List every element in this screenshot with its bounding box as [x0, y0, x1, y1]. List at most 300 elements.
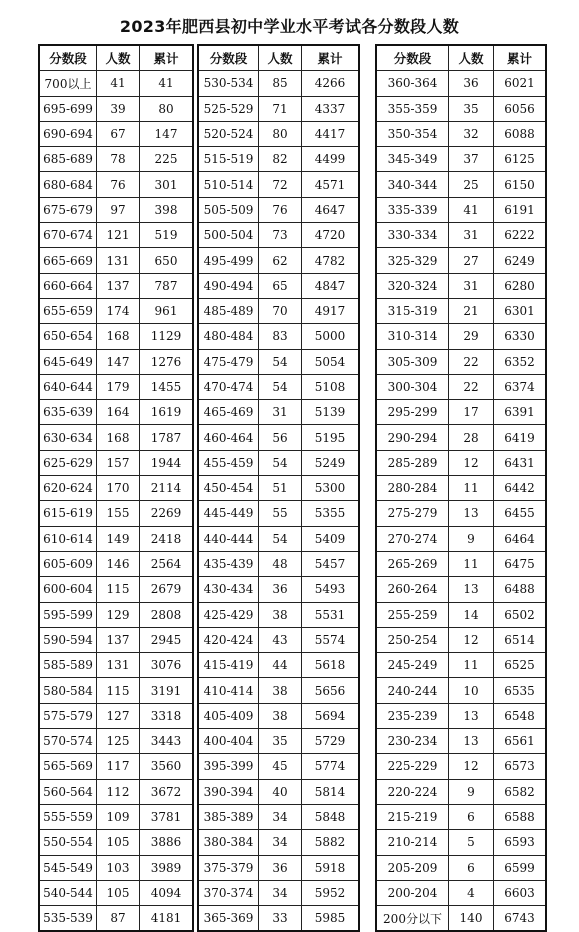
- score-range-cell: 365-369: [198, 906, 259, 932]
- cumulative-cell: 6374: [494, 374, 547, 399]
- cumulative-cell: 6502: [494, 602, 547, 627]
- table-row: [198, 754, 359, 779]
- cumulative-cell: 3443: [140, 729, 194, 754]
- table-row: [39, 678, 193, 703]
- count-cell: 115: [97, 577, 140, 602]
- table-row: [39, 880, 193, 905]
- score-range-cell: 300-304: [376, 374, 449, 399]
- count-cell: 147: [97, 349, 140, 374]
- cumulative-cell: 6599: [494, 855, 547, 880]
- table-row: [376, 197, 546, 222]
- score-range-cell: 205-209: [376, 855, 449, 880]
- column-header: 累计: [494, 45, 547, 71]
- table-row: [39, 551, 193, 576]
- count-cell: 121: [97, 223, 140, 248]
- score-range-cell: 585-589: [39, 653, 97, 678]
- score-range-cell: 275-279: [376, 501, 449, 526]
- table-row: [198, 501, 359, 526]
- count-cell: 4: [449, 880, 494, 905]
- score-range-cell: 490-494: [198, 273, 259, 298]
- cumulative-cell: 6352: [494, 349, 547, 374]
- score-range-cell: 200-204: [376, 880, 449, 905]
- cumulative-cell: 4181: [140, 906, 194, 932]
- cumulative-cell: 650: [140, 248, 194, 273]
- cumulative-cell: 6280: [494, 273, 547, 298]
- count-cell: 39: [97, 96, 140, 121]
- cumulative-cell: 4847: [302, 273, 360, 298]
- count-cell: 27: [449, 248, 494, 273]
- score-range-cell: 675-679: [39, 197, 97, 222]
- score-range-cell: 650-654: [39, 324, 97, 349]
- table-row: [376, 703, 546, 728]
- cumulative-cell: 6535: [494, 678, 547, 703]
- count-cell: 62: [259, 248, 302, 273]
- score-range-cell: 580-584: [39, 678, 97, 703]
- score-range-cell: 415-419: [198, 653, 259, 678]
- cumulative-cell: 6488: [494, 577, 547, 602]
- count-cell: 83: [259, 324, 302, 349]
- table-row: [198, 450, 359, 475]
- table-row: [376, 804, 546, 829]
- table-row: [376, 653, 546, 678]
- cumulative-cell: 41: [140, 71, 194, 96]
- score-range-cell: 590-594: [39, 627, 97, 652]
- table-row: [39, 804, 193, 829]
- count-cell: 76: [259, 197, 302, 222]
- cumulative-cell: 5848: [302, 804, 360, 829]
- score-range-cell: 495-499: [198, 248, 259, 273]
- score-range-cell: 400-404: [198, 729, 259, 754]
- score-range-cell: 435-439: [198, 551, 259, 576]
- table-row: [376, 754, 546, 779]
- score-range-cell: 530-534: [198, 71, 259, 96]
- count-cell: 38: [259, 602, 302, 627]
- count-cell: 72: [259, 172, 302, 197]
- cumulative-cell: 147: [140, 121, 194, 146]
- score-table-block-2: [197, 44, 360, 932]
- count-cell: 13: [449, 501, 494, 526]
- score-range-cell: 535-539: [39, 906, 97, 932]
- count-cell: 87: [97, 906, 140, 932]
- count-cell: 55: [259, 501, 302, 526]
- table-row: [198, 779, 359, 804]
- cumulative-cell: 5574: [302, 627, 360, 652]
- cumulative-cell: 6419: [494, 425, 547, 450]
- count-cell: 34: [259, 880, 302, 905]
- count-cell: 48: [259, 551, 302, 576]
- column-header: 人数: [449, 45, 494, 71]
- header-row: [39, 45, 193, 71]
- table-row: [198, 602, 359, 627]
- score-range-cell: 345-349: [376, 147, 449, 172]
- score-range-cell: 625-629: [39, 450, 97, 475]
- count-cell: 34: [259, 830, 302, 855]
- table-row: [198, 526, 359, 551]
- table-row: [376, 425, 546, 450]
- cumulative-cell: 80: [140, 96, 194, 121]
- count-cell: 85: [259, 71, 302, 96]
- score-range-cell: 355-359: [376, 96, 449, 121]
- count-cell: 9: [449, 526, 494, 551]
- count-cell: 70: [259, 298, 302, 323]
- table-row: [198, 374, 359, 399]
- count-cell: 146: [97, 551, 140, 576]
- score-range-cell: 690-694: [39, 121, 97, 146]
- count-cell: 103: [97, 855, 140, 880]
- table-row: [39, 248, 193, 273]
- cumulative-cell: 5000: [302, 324, 360, 349]
- score-range-cell: 335-339: [376, 197, 449, 222]
- table-row: [198, 703, 359, 728]
- table-row: [198, 121, 359, 146]
- count-cell: 41: [97, 71, 140, 96]
- cumulative-cell: 6743: [494, 906, 547, 932]
- table-row: [39, 602, 193, 627]
- score-range-cell: 325-329: [376, 248, 449, 273]
- table-row: [198, 298, 359, 323]
- table-row: [198, 425, 359, 450]
- score-range-cell: 560-564: [39, 779, 97, 804]
- score-range-cell: 315-319: [376, 298, 449, 323]
- score-range-cell: 240-244: [376, 678, 449, 703]
- score-range-cell: 420-424: [198, 627, 259, 652]
- count-cell: 14: [449, 602, 494, 627]
- score-range-cell: 605-609: [39, 551, 97, 576]
- table-row: [376, 273, 546, 298]
- score-range-cell: 470-474: [198, 374, 259, 399]
- cumulative-cell: 6301: [494, 298, 547, 323]
- count-cell: 10: [449, 678, 494, 703]
- score-range-cell: 200分以下: [376, 906, 449, 932]
- cumulative-cell: 6088: [494, 121, 547, 146]
- table-row: [376, 779, 546, 804]
- count-cell: 137: [97, 627, 140, 652]
- count-cell: 21: [449, 298, 494, 323]
- score-range-cell: 310-314: [376, 324, 449, 349]
- table-row: [39, 324, 193, 349]
- table-row: [198, 855, 359, 880]
- table-row: [376, 172, 546, 197]
- table-row: [376, 298, 546, 323]
- column-header: 累计: [302, 45, 360, 71]
- table-row: [39, 501, 193, 526]
- table-row: [39, 273, 193, 298]
- score-range-cell: 670-674: [39, 223, 97, 248]
- cumulative-cell: 4917: [302, 298, 360, 323]
- cumulative-cell: 5694: [302, 703, 360, 728]
- count-cell: 22: [449, 349, 494, 374]
- score-range-cell: 520-524: [198, 121, 259, 146]
- table-row: [198, 197, 359, 222]
- cumulative-cell: 6391: [494, 400, 547, 425]
- table-row: [198, 71, 359, 96]
- score-range-cell: 225-229: [376, 754, 449, 779]
- cumulative-cell: 4266: [302, 71, 360, 96]
- table-row: [198, 804, 359, 829]
- score-range-cell: 320-324: [376, 273, 449, 298]
- count-cell: 54: [259, 374, 302, 399]
- cumulative-cell: 6455: [494, 501, 547, 526]
- table-row: [376, 476, 546, 501]
- score-range-cell: 230-234: [376, 729, 449, 754]
- table-row: [39, 526, 193, 551]
- cumulative-cell: 5493: [302, 577, 360, 602]
- count-cell: 97: [97, 197, 140, 222]
- table-row: [376, 71, 546, 96]
- count-cell: 105: [97, 880, 140, 905]
- cumulative-cell: 6464: [494, 526, 547, 551]
- count-cell: 174: [97, 298, 140, 323]
- cumulative-cell: 5355: [302, 501, 360, 526]
- table-row: [198, 678, 359, 703]
- cumulative-cell: 3318: [140, 703, 194, 728]
- count-cell: 11: [449, 653, 494, 678]
- cumulative-cell: 5195: [302, 425, 360, 450]
- cumulative-cell: 6249: [494, 248, 547, 273]
- score-range-cell: 430-434: [198, 577, 259, 602]
- column-header: 分数段: [198, 45, 259, 71]
- count-cell: 170: [97, 476, 140, 501]
- score-range-cell: 235-239: [376, 703, 449, 728]
- score-range-cell: 305-309: [376, 349, 449, 374]
- cumulative-cell: 5300: [302, 476, 360, 501]
- table-row: [198, 400, 359, 425]
- cumulative-cell: 5656: [302, 678, 360, 703]
- cumulative-cell: 6330: [494, 324, 547, 349]
- cumulative-cell: 5952: [302, 880, 360, 905]
- score-range-cell: 540-544: [39, 880, 97, 905]
- cumulative-cell: 2945: [140, 627, 194, 652]
- count-cell: 44: [259, 653, 302, 678]
- cumulative-cell: 3560: [140, 754, 194, 779]
- count-cell: 54: [259, 450, 302, 475]
- cumulative-cell: 5774: [302, 754, 360, 779]
- table-row: [198, 653, 359, 678]
- score-range-cell: 405-409: [198, 703, 259, 728]
- count-cell: 131: [97, 653, 140, 678]
- score-range-cell: 265-269: [376, 551, 449, 576]
- score-range-cell: 505-509: [198, 197, 259, 222]
- cumulative-cell: 1455: [140, 374, 194, 399]
- cumulative-cell: 398: [140, 197, 194, 222]
- count-cell: 117: [97, 754, 140, 779]
- score-range-cell: 340-344: [376, 172, 449, 197]
- score-range-cell: 385-389: [198, 804, 259, 829]
- score-range-cell: 455-459: [198, 450, 259, 475]
- cumulative-cell: 4647: [302, 197, 360, 222]
- count-cell: 29: [449, 324, 494, 349]
- cumulative-cell: 6150: [494, 172, 547, 197]
- score-range-cell: 515-519: [198, 147, 259, 172]
- cumulative-cell: 3191: [140, 678, 194, 703]
- cumulative-cell: 6191: [494, 197, 547, 222]
- score-range-cell: 375-379: [198, 855, 259, 880]
- count-cell: 168: [97, 324, 140, 349]
- count-cell: 35: [259, 729, 302, 754]
- cumulative-cell: 6548: [494, 703, 547, 728]
- cumulative-cell: 4571: [302, 172, 360, 197]
- cumulative-cell: 5814: [302, 779, 360, 804]
- count-cell: 137: [97, 273, 140, 298]
- count-cell: 38: [259, 703, 302, 728]
- column-header: 分数段: [39, 45, 97, 71]
- cumulative-cell: 1619: [140, 400, 194, 425]
- table-row: [376, 349, 546, 374]
- table-row: [39, 172, 193, 197]
- table-row: [39, 223, 193, 248]
- cumulative-cell: 4094: [140, 880, 194, 905]
- score-range-cell: 500-504: [198, 223, 259, 248]
- count-cell: 12: [449, 627, 494, 652]
- count-cell: 54: [259, 526, 302, 551]
- score-range-cell: 295-299: [376, 400, 449, 425]
- cumulative-cell: 6525: [494, 653, 547, 678]
- cumulative-cell: 6442: [494, 476, 547, 501]
- table-row: [376, 450, 546, 475]
- cumulative-cell: 6593: [494, 830, 547, 855]
- table-row: [376, 374, 546, 399]
- score-range-cell: 620-624: [39, 476, 97, 501]
- score-table-block-3: [375, 44, 547, 932]
- table-row: [376, 121, 546, 146]
- table-row: [39, 855, 193, 880]
- score-range-cell: 450-454: [198, 476, 259, 501]
- cumulative-cell: 5457: [302, 551, 360, 576]
- count-cell: 73: [259, 223, 302, 248]
- table-row: [39, 577, 193, 602]
- table-row: [376, 880, 546, 905]
- score-range-cell: 460-464: [198, 425, 259, 450]
- score-range-cell: 615-619: [39, 501, 97, 526]
- table-row: [376, 855, 546, 880]
- cumulative-cell: 4417: [302, 121, 360, 146]
- column-header: 累计: [140, 45, 194, 71]
- cumulative-cell: 3886: [140, 830, 194, 855]
- table-row: [376, 602, 546, 627]
- cumulative-cell: 4337: [302, 96, 360, 121]
- score-range-cell: 555-559: [39, 804, 97, 829]
- score-range-cell: 390-394: [198, 779, 259, 804]
- count-cell: 80: [259, 121, 302, 146]
- table-row: [376, 830, 546, 855]
- cumulative-cell: 961: [140, 298, 194, 323]
- cumulative-cell: 4782: [302, 248, 360, 273]
- score-range-cell: 565-569: [39, 754, 97, 779]
- count-cell: 115: [97, 678, 140, 703]
- table-row: [39, 96, 193, 121]
- count-cell: 31: [449, 273, 494, 298]
- score-range-cell: 255-259: [376, 602, 449, 627]
- table-row: [39, 349, 193, 374]
- table-row: [376, 729, 546, 754]
- table-row: [376, 324, 546, 349]
- page-title: 2023年肥西县初中学业水平考试各分数段人数: [119, 17, 460, 36]
- score-range-cell: 630-634: [39, 425, 97, 450]
- score-range-cell: 595-599: [39, 602, 97, 627]
- cumulative-cell: 5618: [302, 653, 360, 678]
- table-row: [376, 400, 546, 425]
- cumulative-cell: 5108: [302, 374, 360, 399]
- table-row: [39, 779, 193, 804]
- table-row: [39, 400, 193, 425]
- table-row: [198, 880, 359, 905]
- count-cell: 36: [259, 855, 302, 880]
- cumulative-cell: 6056: [494, 96, 547, 121]
- cumulative-cell: 787: [140, 273, 194, 298]
- table-row: [39, 197, 193, 222]
- cumulative-cell: 6582: [494, 779, 547, 804]
- count-cell: 17: [449, 400, 494, 425]
- score-table-block-1: [38, 44, 194, 932]
- cumulative-cell: 301: [140, 172, 194, 197]
- score-range-cell: 485-489: [198, 298, 259, 323]
- count-cell: 76: [97, 172, 140, 197]
- cumulative-cell: 6588: [494, 804, 547, 829]
- table-row: [198, 349, 359, 374]
- cumulative-cell: 1787: [140, 425, 194, 450]
- count-cell: 32: [449, 121, 494, 146]
- score-range-cell: 440-444: [198, 526, 259, 551]
- count-cell: 179: [97, 374, 140, 399]
- count-cell: 37: [449, 147, 494, 172]
- score-range-cell: 280-284: [376, 476, 449, 501]
- column-header: 人数: [97, 45, 140, 71]
- count-cell: 31: [449, 223, 494, 248]
- cumulative-cell: 2418: [140, 526, 194, 551]
- cumulative-cell: 6514: [494, 627, 547, 652]
- count-cell: 40: [259, 779, 302, 804]
- cumulative-cell: 5985: [302, 906, 360, 932]
- count-cell: 140: [449, 906, 494, 932]
- count-cell: 36: [259, 577, 302, 602]
- score-range-cell: 610-614: [39, 526, 97, 551]
- table-row: [39, 71, 193, 96]
- count-cell: 65: [259, 273, 302, 298]
- score-range-cell: 480-484: [198, 324, 259, 349]
- cumulative-cell: 2564: [140, 551, 194, 576]
- count-cell: 109: [97, 804, 140, 829]
- cumulative-cell: 6561: [494, 729, 547, 754]
- cumulative-cell: 3781: [140, 804, 194, 829]
- score-range-cell: 370-374: [198, 880, 259, 905]
- score-range-cell: 350-354: [376, 121, 449, 146]
- cumulative-cell: 6021: [494, 71, 547, 96]
- cumulative-cell: 3672: [140, 779, 194, 804]
- score-range-cell: 270-274: [376, 526, 449, 551]
- cumulative-cell: 5918: [302, 855, 360, 880]
- score-range-cell: 665-669: [39, 248, 97, 273]
- cumulative-cell: 5882: [302, 830, 360, 855]
- cumulative-cell: 2269: [140, 501, 194, 526]
- table-row: [39, 121, 193, 146]
- count-cell: 38: [259, 678, 302, 703]
- header-row: [198, 45, 359, 71]
- score-range-cell: 635-639: [39, 400, 97, 425]
- count-cell: 67: [97, 121, 140, 146]
- table-row: [376, 551, 546, 576]
- count-cell: 9: [449, 779, 494, 804]
- cumulative-cell: 4499: [302, 147, 360, 172]
- cumulative-cell: 6125: [494, 147, 547, 172]
- table-row: [39, 476, 193, 501]
- table-row: [39, 754, 193, 779]
- table-row: [198, 273, 359, 298]
- count-cell: 33: [259, 906, 302, 932]
- table-row: [376, 147, 546, 172]
- score-range-cell: 285-289: [376, 450, 449, 475]
- table-row: [376, 96, 546, 121]
- count-cell: 168: [97, 425, 140, 450]
